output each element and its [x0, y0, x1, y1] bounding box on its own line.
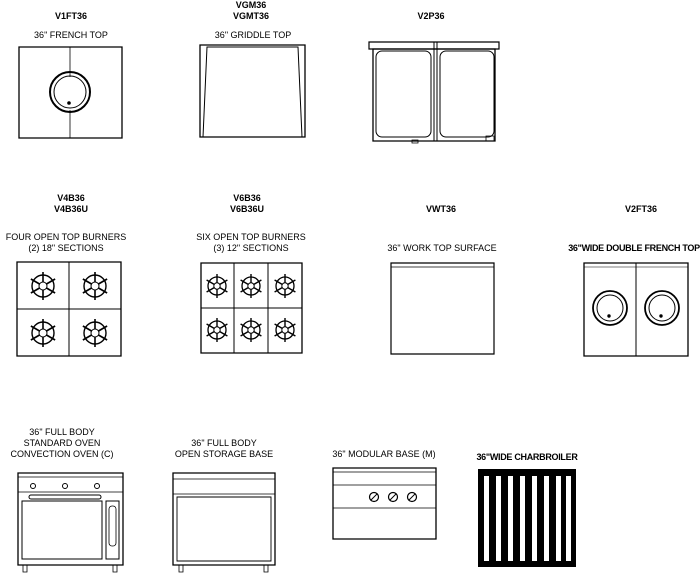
modular-caption: 36" MODULAR BASE (M) — [332, 449, 436, 459]
modular-base-drawing — [333, 468, 436, 539]
v1ft36-caption: 36" FRENCH TOP — [34, 30, 108, 40]
v1ft36-code: V1FT36 — [54, 11, 88, 21]
double-french-top-drawing — [584, 263, 688, 356]
v6b36-caption-1: SIX OPEN TOP BURNERS — [196, 232, 306, 242]
vgmt36-code: VGMT36 — [232, 11, 270, 21]
vgm36-code: VGM36 — [235, 0, 267, 10]
vgm36-caption: 36" GRIDDLE TOP — [214, 30, 292, 40]
v4b36-caption-2: (2) 18" SECTIONS — [28, 243, 104, 253]
v2ft36-caption: 36"WIDE DOUBLE FRENCH TOP — [568, 243, 700, 253]
v4b36-caption-1: FOUR OPEN TOP BURNERS — [5, 232, 127, 242]
convection-oven-drawing — [18, 473, 123, 572]
oven-caption-2: STANDARD OVEN — [23, 438, 101, 448]
storage-caption-2: OPEN STORAGE BASE — [174, 449, 274, 459]
v2ft36-code: V2FT36 — [624, 204, 658, 214]
v4b36-code: V4B36 — [57, 193, 85, 203]
v4b36u-code: V4B36U — [53, 204, 89, 214]
storage-caption-1: 36" FULL BODY — [191, 438, 257, 448]
charbroiler-drawing — [478, 469, 576, 567]
v2p36-code: V2P36 — [417, 11, 445, 21]
double-pan-drawing — [369, 42, 499, 143]
four-burner-drawing — [17, 262, 121, 356]
open-storage-drawing — [173, 473, 275, 572]
v6b36-code: V6B36 — [233, 193, 261, 203]
work-top-drawing — [391, 263, 494, 354]
vwt36-code: VWT36 — [425, 204, 457, 214]
v6b36u-code: V6B36U — [229, 204, 265, 214]
charbroiler-caption: 36"WIDE CHARBROILER — [476, 452, 578, 462]
griddle-top-drawing — [200, 45, 305, 137]
french-top-drawing — [19, 47, 122, 138]
oven-caption-1: 36" FULL BODY — [29, 427, 95, 437]
v6b36-caption-2: (3) 12" SECTIONS — [213, 243, 289, 253]
vwt36-caption: 36" WORK TOP SURFACE — [387, 243, 497, 253]
oven-caption-3: CONVECTION OVEN (C) — [10, 449, 114, 459]
six-burner-drawing — [201, 263, 302, 353]
